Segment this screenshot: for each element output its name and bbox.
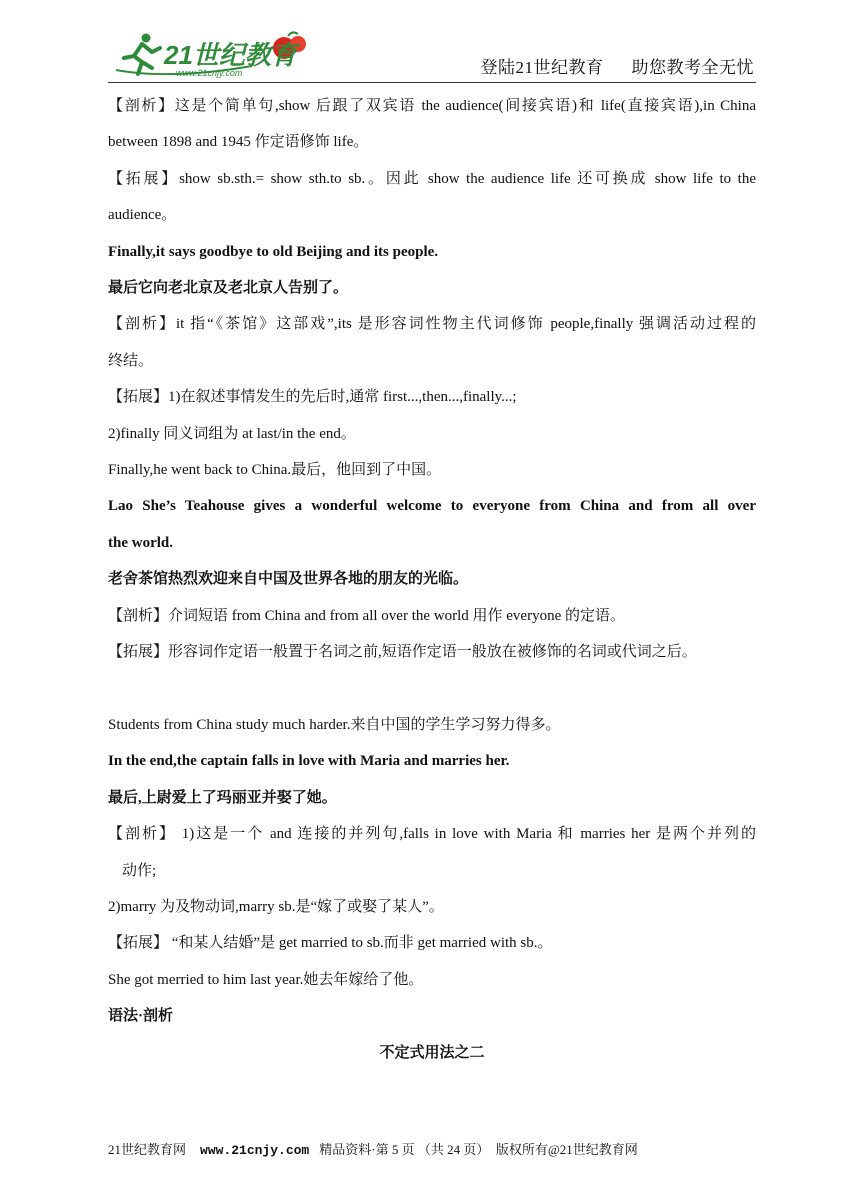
text-line: 【拓展】形容词作定语一般置于名词之前,短语作定语一般放在被修饰的名词或代词之后。 xyxy=(108,644,697,661)
text-line: 2)marry 为及物动词,marry sb.是“嫁了或娶了某人”。 xyxy=(108,898,444,915)
header-slogan xyxy=(453,53,755,78)
svg-text:www.21cnjy.com: www.21cnjy.com xyxy=(176,68,243,78)
sentence-chinese: 最后它向老北京及老北京人告别了。 xyxy=(108,280,349,297)
svg-text:21世纪教育: 21世纪教育 xyxy=(164,40,297,70)
sentence-english: Finally,it says goodbye to old Beijing and its people. xyxy=(108,243,439,260)
footer-site-name: 21世纪教育网 xyxy=(108,1142,187,1157)
section-heading: 语法·剖析 xyxy=(108,1008,174,1025)
text-line: She got merried to him last year.她去年嫁给了他。 xyxy=(108,971,424,988)
logo-21cnjy xyxy=(112,30,312,80)
text-line: 动作; xyxy=(122,862,157,879)
footer-site-url: www.21cnjy.com xyxy=(200,1143,310,1158)
text-line: 【拓展】1)在叙述事情发生的先后时,通常 first...,then...,finally...; xyxy=(108,389,517,406)
text-line: audience。 xyxy=(108,207,177,224)
text-line: Finally,he went back to China.最后，他回到了中国。 xyxy=(108,462,442,479)
footer-page-info: 精品资料·第 5 页 （共 24 页） xyxy=(319,1142,490,1157)
page-header xyxy=(108,28,756,83)
document-body xyxy=(108,88,756,1071)
text-line: 【剖析】介词短语 from China and from all over the world 用作 everyone 的定语。 xyxy=(108,607,625,624)
header-title-right: 助您教考全无忧 xyxy=(631,58,754,77)
page-footer xyxy=(108,1139,756,1158)
section-title: 不定式用法之二 xyxy=(379,1044,485,1061)
sentence-chinese: 最后,上尉爱上了玛丽亚并娶了她。 xyxy=(108,789,337,806)
text-line: 【剖析】 1)这是一个 and 连接的并列句,falls in love with Maria 和 marries her 是两个并列的 xyxy=(108,826,756,843)
sentence-english: the world. xyxy=(108,534,173,551)
text-line: Students from China study much harder.来自中国的学生学习努力得多。 xyxy=(108,716,561,733)
sentence-english: Lao She’s Teahouse gives a wonderful welcome to everyone from China and from all over xyxy=(108,498,756,515)
blank-line xyxy=(108,671,756,707)
sentence-english: In the end,the captain falls in love with Maria and marries her. xyxy=(108,753,510,770)
sentence-chinese: 老舍茶馆热烈欢迎来自中国及世界各地的朋友的光临。 xyxy=(108,571,469,588)
text-line: 【剖析】it 指“《茶馆》这部戏”,its 是形容词性物主代词修饰 people,finally 强调活动过程的 xyxy=(108,316,756,333)
text-line: 【剖析】这是个简单句,show 后跟了双宾语 the audience(间接宾语)和 life(直接宾语),in China xyxy=(108,98,756,114)
header-title-left: 登陆21世纪教育 xyxy=(480,58,604,77)
footer-copyright: 版权所有@21世纪教育网 xyxy=(495,1142,638,1157)
text-line: between 1898 and 1945 作定语修饰 life。 xyxy=(108,134,369,151)
text-line: 【拓展】show sb.sth.= show sth.to sb.。因此 show the audience life 还可换成 show life to the xyxy=(108,170,756,187)
text-line: 2)finally 同义词组为 at last/in the end。 xyxy=(108,425,356,442)
text-line: 【拓展】 “和某人结婚”是 get married to sb.而非 get married with sb.。 xyxy=(108,935,553,952)
text-line: 终结。 xyxy=(108,352,154,369)
